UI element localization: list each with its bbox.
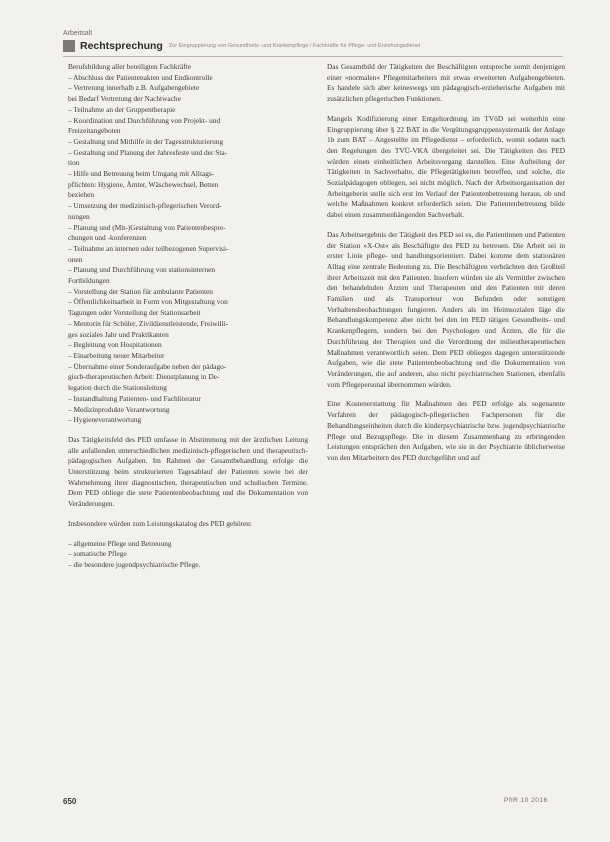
list-item: – Umsetzung der medizinisch-pflegerischen Verord- — [68, 201, 222, 211]
paragraph: Mangels Kodifizierung einer Entgeltordnung im TVöD sei weiterhin eine Eingruppierung über § 22 BAT in die Vergütungsgruppensystematik der Anlage 1b zum BAT – Angestellte im Pflegedienst – erforderlich, womit sodann nach den Regelungen des TVÜ-VKA übergeleitet sei. Die Tätigkeiten des PED würden einen einheitlichen Arbeitsvorgang darstellen. Eine Aufteilung der Tätigkeiten in Sachverhalte, die Pflegetätigkeiten betreffen, und solche, die Sozialpädagogen obliegen, sei nicht möglich. Nach der Arbeitsorganisation der Arbeitgeberin stelle sich erst im Verlauf der Patientenbetreuung heraus, ob und welche Maßnahmen konkret erforderlich seien. Die Patientenbetreuung bilde dabei einen zusammenhängenden Sachverhalt. — [327, 113, 565, 220]
list-item: Tagungen oder Vorstellung der Stationsarbeit — [68, 308, 201, 318]
list-item: – Übernahme einer Sonderaufgabe neben der pädago- — [68, 361, 227, 371]
paragraph: Eine Kostenerstattung für Maßnahmen des PED erfolge als sogenannte Verfahren der pädagogisch-pflegerischen Fachpersonen für die Behandlungseinheiten durch die kinderpsychiatrische bzw. jugendpsychiatrische Pflege und Bezugspflege. Die in diesem Zusammenhang zu erbringenden Leistungen entsprächen den Aufgaben, wie sie in der Psychiatrie üblicherweise von den Mitarbeitern des PED durchgeführt und auf — [327, 399, 565, 462]
list-item: – Planung und Durchführung von stationsinternen — [68, 265, 216, 275]
paragraph: Das Gesamtbild der Tätigkeiten der Beschäftigten entspreche somit denjenigen einer »normalen« Pflegemitarbeiters mit etwas erweiterten Aufgabengebieten. Es handele sich aber keineswegs um pädagogisch-erzieherische Aufgaben mit zusätzlichen pflegerischen Funktionen. — [327, 62, 565, 104]
list-item: – die besondere jugendpsychiatrische Pflege. — [68, 559, 201, 569]
list-item: – Gestaltung und Planung der Jahresfeste und der Sta- — [68, 147, 228, 157]
list-item: – Mentorin für Schüler, Zivildienstleistende, Freiwilli- — [68, 318, 229, 328]
list-item: Freizeitangeboten — [68, 126, 121, 136]
list-item: – allgemeine Pflege und Betreuung — [68, 538, 172, 548]
list-item: Fortbildungen — [68, 276, 110, 286]
paragraph: Insbesondere würden zum Leistungskatalog des PED gehören: — [68, 518, 252, 528]
list-item: onen — [68, 254, 83, 264]
list-item: chungen und -konferenzen — [68, 233, 147, 243]
list-item: tion — [68, 158, 80, 168]
list-item: – Teilnahme an der Gruppentherapie — [68, 104, 176, 114]
right-column — [327, 62, 565, 473]
list-item: gisch-therapeutischen Arbeit: Dienstplanung in De- — [68, 372, 220, 382]
list-item: – Teilnahme an internen oder teilbezogenen Supervisi- — [68, 243, 229, 253]
service-list — [68, 539, 308, 571]
list-item: – Hygieneverantwortung — [68, 415, 142, 425]
list-item: beziehen — [68, 190, 95, 200]
list-item: – Begleitung von Hospitationen — [68, 340, 162, 350]
list-item: – Einarbeitung neuer Mitarbeiter — [68, 350, 165, 360]
section-label: Arbeitsalt — [63, 30, 93, 37]
task-list — [68, 62, 308, 426]
list-item: nungen — [68, 211, 90, 221]
list-item: – Abschluss der Patientenakten und Endkontrolle — [68, 72, 213, 82]
header-title: Rechtsprechung — [80, 40, 163, 52]
list-item: – Instandhaltung Patienten- und Fachliteratur — [68, 393, 201, 403]
list-item: pflichten: Hygiene, Ämter, Wäschewechsel, Betten — [68, 179, 219, 189]
page-number: 650 — [63, 797, 77, 806]
list-item: legation durch die Stationsleitung — [68, 383, 167, 393]
journal-reference: PflR 10 2016 — [504, 797, 548, 804]
list-item: – Gestaltung und Mithilfe in der Tagesstrukturierung — [68, 136, 224, 146]
list-item: – Öffentlichkeitsarbeit in Form von Mitgestaltung von — [68, 297, 228, 307]
paragraph: Das Tätigkeitsfeld des PED umfasse in Abstimmung mit der ärztlichen Leitung alle anfallenden unterschiedlichen medizinisch-pflegerischen und therapeutisch-pädagogischen Aufgaben. Im Rahmen der Gesamtbehandlung erfolge die Unterstützung beim strukturierten Tagesablauf der Patienten sowie bei der Wahrnehmung ihrer diagnostischen, therapeutischen und schulischen Termine. Dem PED obliege die stete Patientenbeobachtung und die Dokumentation von Veränderungen. — [68, 434, 308, 509]
paragraph: Das Arbeitsergebnis der Tätigkeit des PED sei es, die Patientinnen und Patienten der Station »X-Ost« als Beschäftigte des PED zu betreuen. Die Arbeit sei in erster Linie pflege- und handlungsorientiert. Dabei komme dem stationären Alltag eine zentrale Bedeutung zu. Die Beschäftigten verbrächten den Großteil ihrer Arbeitszeit mit den Patienten. Insofern würden sie als Vermittler zwischen den behandelnden Ärzten und Therapeuten und den Patienten mit deren Familien und als Transporteur von Befunden oder sonstigen Verhaltensbeobachtungen fungieren. Anders als im Heimsozialen läge die Behandlungskompetenz aber nicht bei den im PED tätigen Gesundheits- und Krankenpflegern, sondern bei den Psychologen und Ärzten, die für die Durchführung der Therapien und die Verordnung der milieutherapeutischen Maßnahmen verantwortlich seien. Dem PED obliegen dagegen unterstützende Aufgaben, wie die stete Patientenbeobachtung und die Dokumentation von Veränderungen, die auf anderen, also nicht psychiatrischen Stationen, ebenfalls vom Pflegepersonal übernommen würden. — [327, 229, 565, 389]
header-subtitle: Zur Eingruppierung von Gesundheits- und Krankenpflege / Fachkräfte für Pflege- und Erziehungsdienst — [168, 43, 421, 49]
list-item: – Vertretung innerhalb z.B. Aufgabengebiete — [68, 83, 200, 93]
list-item: – Planung und (Mit-)Gestaltung von Patientenbespre- — [68, 222, 226, 232]
list-item: – Medizinprodukte Verantwortung — [68, 404, 170, 414]
list-item: bei Bedarf Vertretung der Nachtwache — [68, 94, 181, 104]
square-icon — [63, 40, 75, 52]
list-item: ges soziales Jahr und Praktikanten — [68, 329, 169, 339]
list-item: – Koordination und Durchführung von Projekt- und — [68, 115, 221, 125]
list-item: – Vorstellung der Station für ambulante Patienten — [68, 286, 213, 296]
list-item: – somatische Pflege — [68, 549, 127, 559]
list-item: – Hilfe und Betreuung beim Umgang mit Alltags- — [68, 169, 215, 179]
page-header — [63, 39, 563, 53]
header-divider — [63, 56, 563, 57]
left-column — [68, 62, 308, 571]
list-item: Berufsbildung aller beteiligten Fachkräfte — [68, 62, 191, 71]
